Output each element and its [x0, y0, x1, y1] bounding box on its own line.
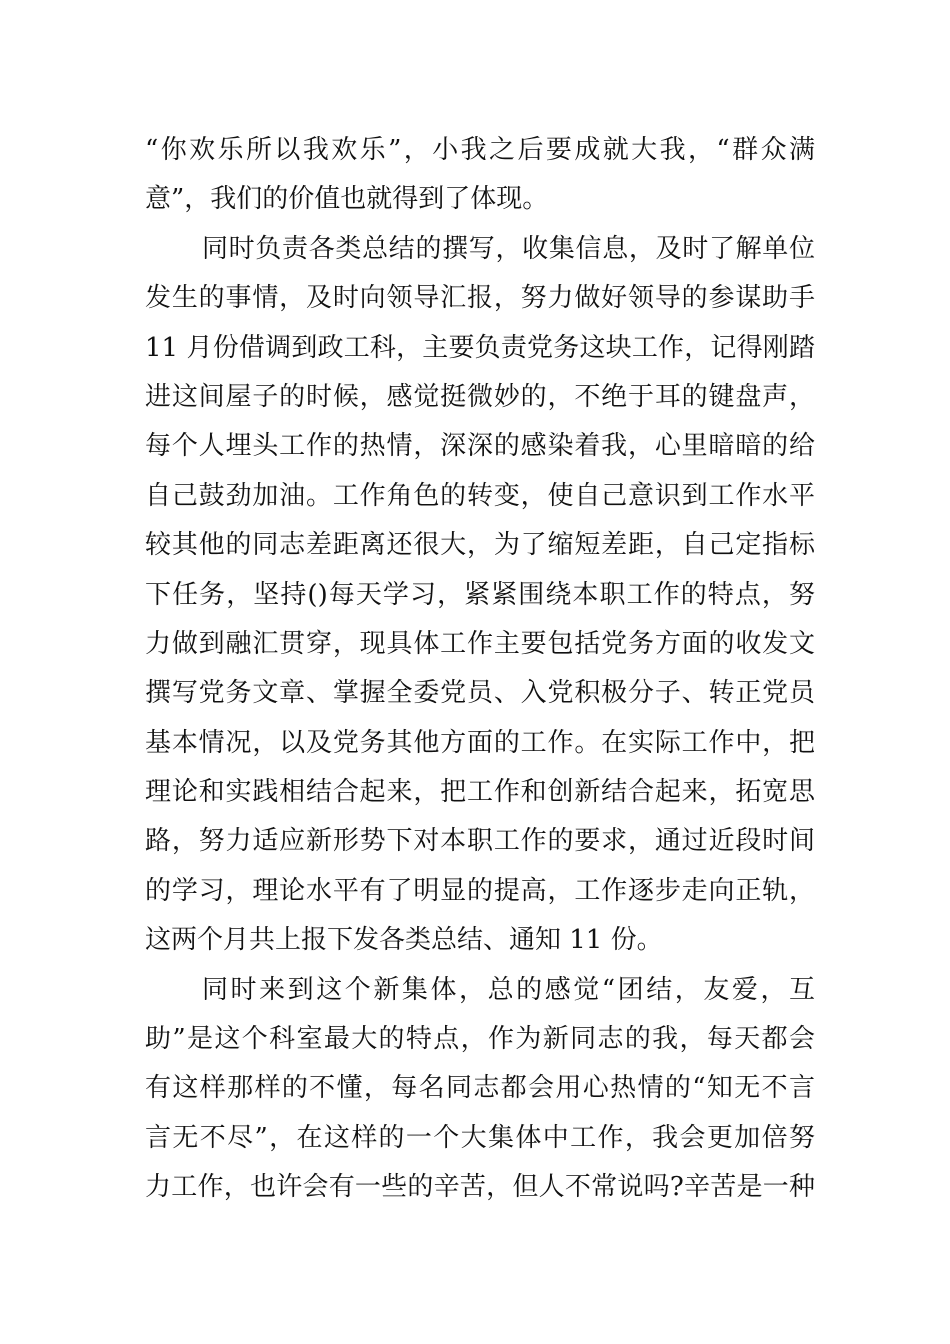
text-line: 11 月份借调到政工科，主要负责党务这块工作，记得刚踏	[145, 332, 815, 363]
text-line: 理论和实践相结合起来，把工作和创新结合起来，拓宽思	[145, 777, 815, 808]
text-line: 路，努力适应新形势下对本职工作的要求，通过近段时间	[145, 826, 815, 857]
text-line: 下任务，坚持()每天学习，紧紧围绕本职工作的特点，努	[145, 579, 815, 610]
text-line: 言无不尽”，在这样的一个大集体中工作，我会更加倍努	[145, 1122, 815, 1153]
text-line: 撰写党务文章、掌握全委党员、入党积极分子、转正党员	[145, 678, 815, 709]
text-line: 自己鼓劲加油。工作角色的转变，使自己意识到工作水平	[145, 480, 815, 511]
text-line: 意”，我们的价值也就得到了体现。	[145, 184, 549, 215]
text-line: 每个人埋头工作的热情，深深的感染着我，心里暗暗的给	[145, 431, 815, 462]
text-line: 助”是这个科室最大的特点，作为新同志的我，每天都会	[145, 1024, 815, 1055]
paragraph-start-line: 同时来到这个新集体，总的感觉“团结，友爱，互	[202, 974, 815, 1005]
text-line: 力做到融汇贯穿，现具体工作主要包括党务方面的收发文	[145, 628, 815, 659]
text-line: 力工作，也许会有一些的辛苦，但人不常说吗?辛苦是一种	[145, 1172, 815, 1203]
text-line: 基本情况，以及党务其他方面的工作。在实际工作中，把	[145, 727, 815, 758]
text-line: 这两个月共上报下发各类总结、通知 11 份。	[145, 925, 663, 956]
text-line: 较其他的同志差距离还很大，为了缩短差距，自己定指标	[145, 530, 815, 561]
paragraph-start-line: 同时负责各类总结的撰写，收集信息，及时了解单位	[202, 233, 815, 264]
text-line: 发生的事情，及时向领导汇报，努力做好领导的参谋助手	[145, 283, 815, 314]
document-body	[145, 126, 815, 1213]
text-line: 进这间屋子的时候，感觉挺微妙的，不绝于耳的键盘声，	[145, 381, 815, 412]
text-line: 有这样那样的不懂，每名同志都会用心热情的“知无不言	[145, 1073, 815, 1104]
text-line: “你欢乐所以我欢乐”，小我之后要成就大我，“群众满	[145, 135, 815, 165]
text-line: 的学习，理论水平有了明显的提高，工作逐步走向正轨，	[145, 875, 815, 906]
